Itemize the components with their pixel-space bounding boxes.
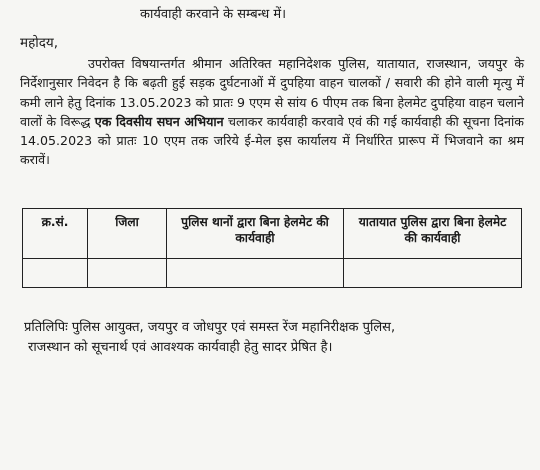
table-cell: [23, 259, 88, 288]
copy-to-section: [24, 318, 524, 358]
body-text-part2: चलाकर कार्यवाही करवावे एवं की गई कार्यवाही की सूचना दिनांक 14.05.2023 को प्रातः 10 एएम तक जरिये ई-मेल इस कार्यालय में निर्धारित प्रारूप में भिजवाने का श्रम करावें।: [20, 113, 524, 168]
salutation: महोदय,: [20, 35, 59, 51]
table-cell: [167, 259, 344, 288]
body-text-bold: एक दिवसीय सघन अभियान: [94, 113, 224, 129]
table-cell: [88, 259, 167, 288]
table-row: [23, 259, 522, 288]
header-district: जिला: [88, 209, 167, 259]
copy-line-2: राजस्थान को सूचनार्थ एवं आवश्यक कार्यवाही हेतु सादर प्रेषित है।: [28, 340, 333, 355]
table-header-row: [23, 209, 522, 259]
body-text-part1: उपरोक्त विषयान्तर्गत श्रीमान अतिरिक्त महानिदेशक पुलिस, यातायात, राजस्थान, जयपुर के निर्देशानुसार निवेदन है कि बढ़ती हुई सड़क दुर्घटनाओं में दुपहिया वाहन चालकों / सवारी की होने वाली मृत्यु में कमी लाने हेतु दिनांक 13.05.2023 को प्रातः 9 एएम से सांय 6 पीएम तक बिना हेलमेट दुपहिया वाहन चलाने वालों के विरूद्ध: [20, 56, 524, 129]
header-police-station-action: पुलिस थानों द्वारा बिना हेलमेट की कार्यवाही: [167, 209, 344, 259]
subject-line: कार्यवाही करवाने के सम्बन्ध में।: [140, 7, 287, 22]
report-format-table: [22, 208, 522, 288]
header-traffic-police-action: यातायात पुलिस द्वारा बिना हेलमेट की कार्यवाही: [344, 209, 522, 259]
table-cell: [344, 259, 522, 288]
header-serial-no: क्र.सं.: [23, 209, 88, 259]
body-paragraph: [20, 54, 524, 170]
copy-line-1: प्रतिलिपिः पुलिस आयुक्त, जयपुर व जोधपुर एवं समस्त रेंज महानिरीक्षक पुलिस,: [24, 320, 396, 335]
